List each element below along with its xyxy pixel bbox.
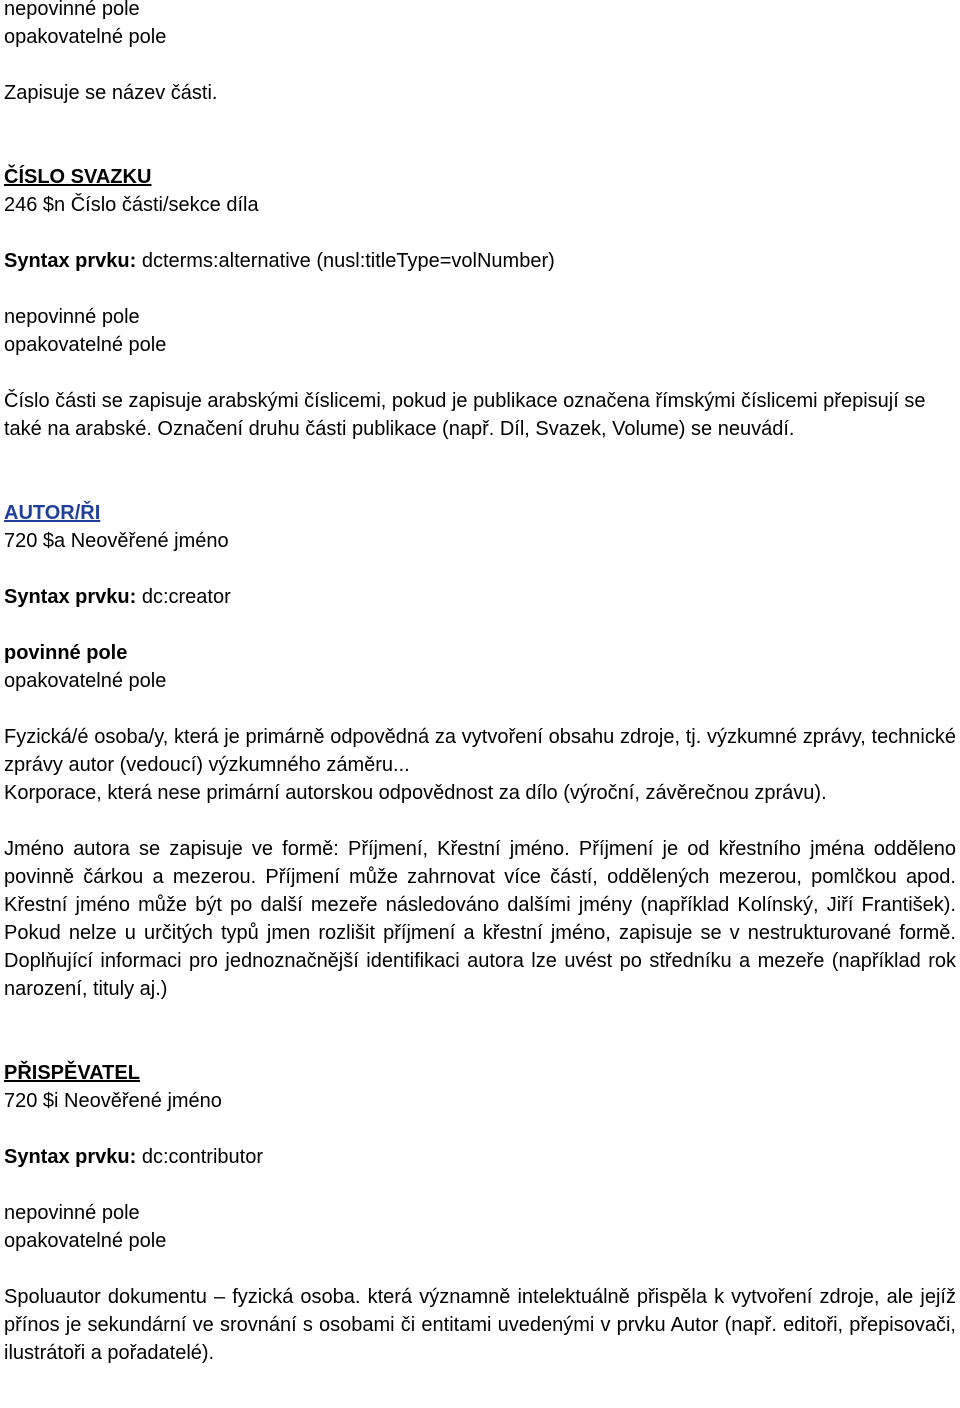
- authors-marc: 720 $a Neověřené jméno: [4, 530, 229, 552]
- contributor-description: Spoluautor dokumentu – fyzická osoba. která významně intelektuálně přispěla k vytvoření zdroje, ale jejíž přínos je sekundární ve srovnání s osobami či entitami uvedenými v prvku Autor (např. editoři, přepisovači, ilustrátoři a pořadatelé).: [4, 1286, 956, 1364]
- intro-description: Zapisuje se název části.: [4, 82, 218, 104]
- authors-field-repeatable: opakovatelné pole: [4, 670, 167, 692]
- syntax-value: dc:creator: [141, 586, 231, 608]
- volume-number-field-repeatable: opakovatelné pole: [4, 334, 167, 356]
- contributor-field-optional: nepovinné pole: [4, 1202, 140, 1224]
- syntax-label: Syntax prvku:: [4, 586, 137, 608]
- syntax-value: dcterms:alternative (nusl:titleType=volNumber): [141, 250, 555, 272]
- syntax-label: Syntax prvku:: [4, 1146, 137, 1168]
- authors-description-2: Korporace, která nese primární autorskou odpovědnost za dílo (výroční, závěrečnou zprávu).: [4, 782, 827, 804]
- syntax-value: dc:contributor: [141, 1146, 263, 1168]
- authors-description-3: Jméno autora se zapisuje ve formě: Příjmení, Křestní jméno. Příjmení je od křestního jména odděleno povinně čárkou a mezerou. Příjmení může zahrnovat více částí, oddělených mezerou, pomlčkou apod. Křestní jméno může být po další mezeře následováno dalšími jmény (například Kolínský, Jiří František). Pokud nelze u určitých typů jmen rozlišit příjmení a křestní jméno, zapisuje se v nestrukturované formě. Doplňující informaci pro jednoznačnější identifikaci autora lze uvést po středníku a mezeře (například rok narození, tituly aj.): [4, 838, 956, 1000]
- volume-number-field-optional: nepovinné pole: [4, 306, 140, 328]
- contributor-heading: PŘISPĚVATEL: [4, 1062, 140, 1084]
- authors-heading: AUTOR/ŘI: [4, 502, 101, 524]
- volume-number-marc: 246 $n Číslo části/sekce díla: [4, 194, 259, 216]
- intro-field-optional: nepovinné pole: [4, 0, 140, 20]
- intro-field-repeatable: opakovatelné pole: [4, 26, 167, 48]
- volume-number-description: Číslo části se zapisuje arabskými číslicemi, pokud je publikace označena římskými číslicemi přepisují se také na arabské. Označení druhu části publikace (např. Díl, Svazek, Volume) se neuvádí.: [4, 390, 926, 440]
- authors-description-1: Fyzická/é osoba/y, která je primárně odpovědná za vytvoření obsahu zdroje, tj. výzkumné zprávy, technické zprávy autor (vedoucí) výzkumného záměru...: [4, 726, 956, 776]
- volume-number-heading: ČÍSLO SVAZKU: [4, 166, 152, 188]
- contributor-syntax: [4, 1143, 956, 1171]
- authors-syntax: [4, 583, 956, 611]
- volume-number-syntax: [4, 247, 956, 275]
- authors-field-required: povinné pole: [4, 642, 128, 664]
- syntax-label: Syntax prvku:: [4, 250, 137, 272]
- contributor-field-repeatable: opakovatelné pole: [4, 1230, 167, 1252]
- contributor-marc: 720 $i Neověřené jméno: [4, 1090, 222, 1112]
